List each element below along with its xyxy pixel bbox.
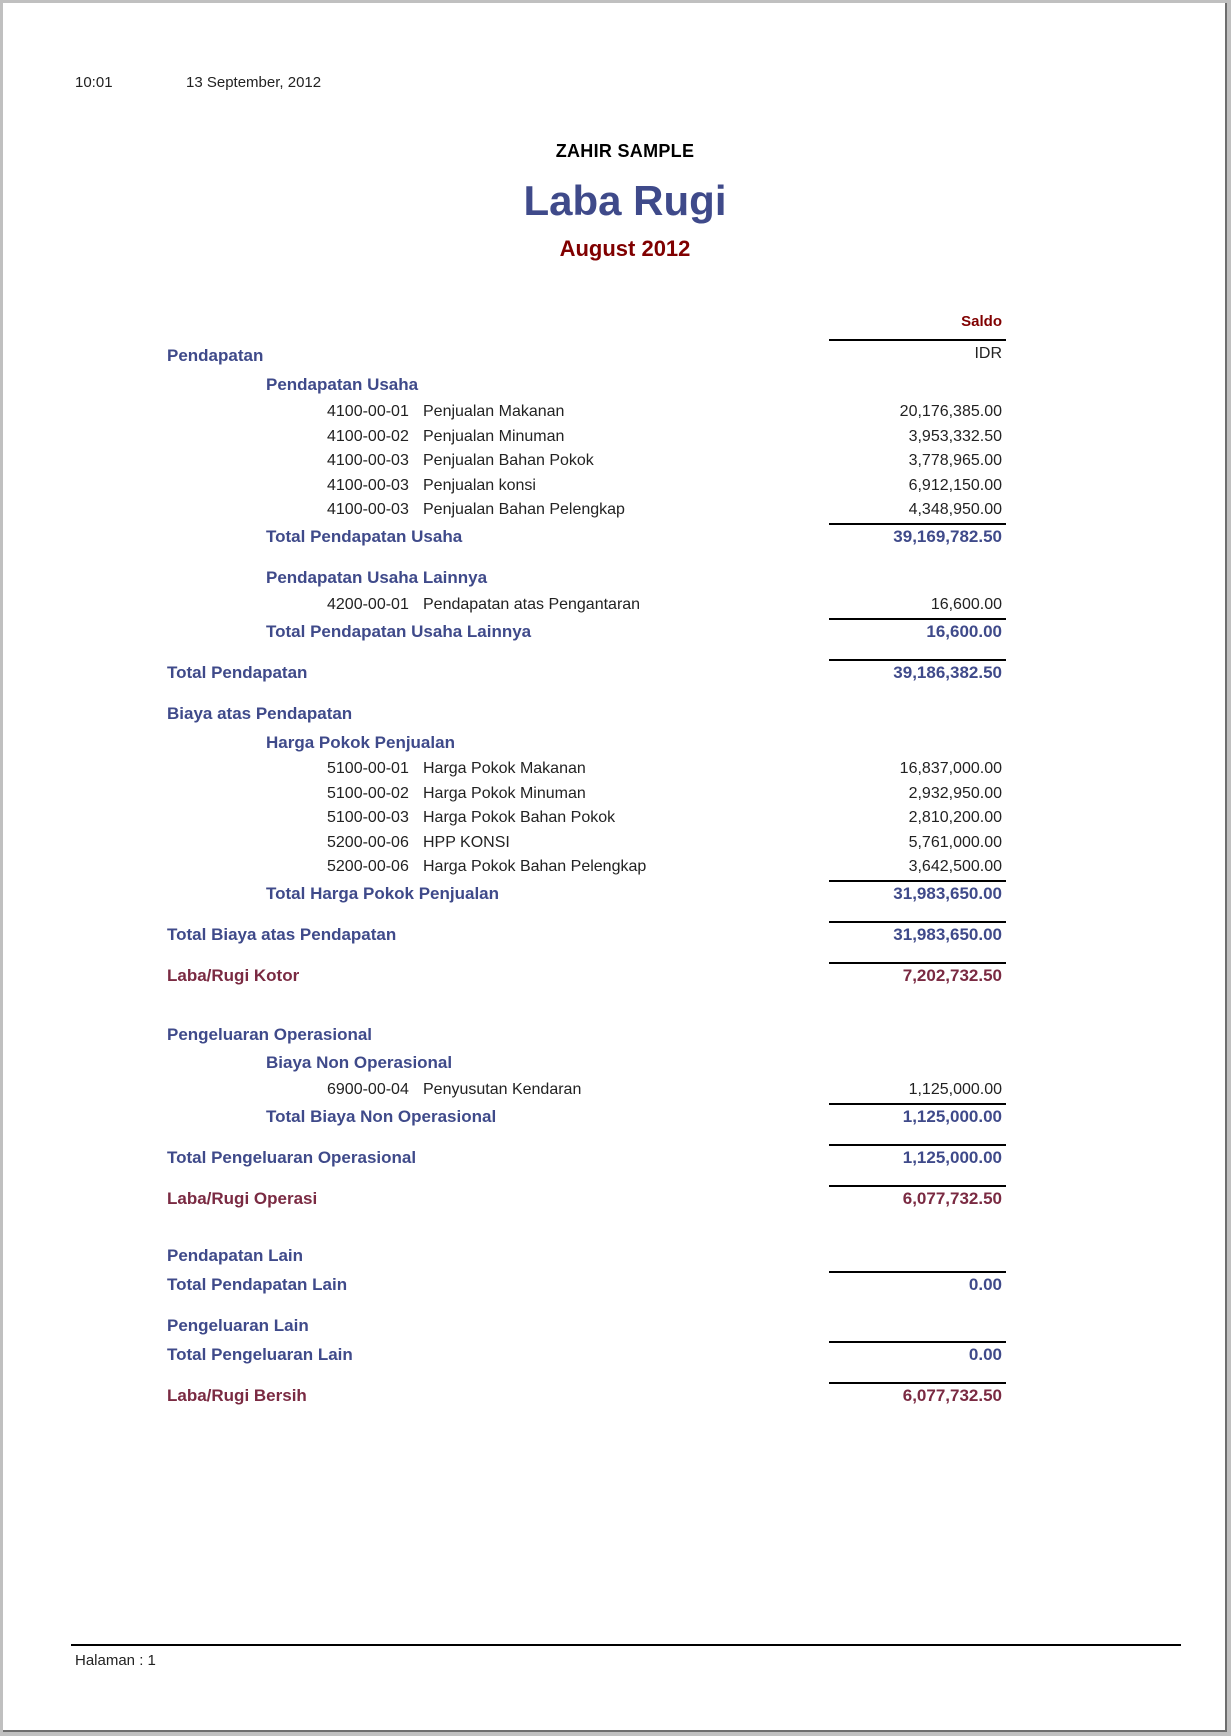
total-biaya-non-operasional-label: Total Biaya Non Operasional [266,1107,497,1126]
account-amount: 20,176,385.00 [899,403,1002,420]
account-code: 4100-00-03 [327,501,409,518]
company-name: ZAHIR SAMPLE [555,141,695,161]
account-amount: 2,932,950.00 [908,785,1002,802]
report-period: August 2012 [559,236,691,261]
account-code: 5100-00-03 [327,809,409,826]
laba-rugi-bersih-amount: 6,077,732.50 [902,1386,1002,1405]
account-amount: 3,778,965.00 [908,452,1002,469]
total-pengeluaran-operasional-amount: 1,125,000.00 [902,1148,1002,1167]
section-pendapatan-lain: Pendapatan Lain [167,1246,304,1265]
section-pengeluaran-operasional: Pengeluaran Operasional [167,1025,373,1044]
report-page [3,3,1227,1732]
laba-rugi-operasi-amount: 6,077,732.50 [902,1189,1002,1208]
total-pengeluaran-lain-amount: 0.00 [968,1345,1002,1364]
total-pendapatan-usaha-label: Total Pendapatan Usaha [266,527,463,546]
total-pendapatan-usaha-lainnya-label: Total Pendapatan Usaha Lainnya [266,622,532,641]
laba-rugi-operasi-label: Laba/Rugi Operasi [167,1189,318,1208]
subtotal-rule [829,523,1006,525]
account-amount: 3,642,500.00 [908,858,1002,875]
report-title: Laba Rugi [523,177,727,224]
account-code: 4100-00-03 [327,452,409,469]
account-code: 4100-00-01 [327,403,409,420]
account-name: HPP KONSI [423,834,510,851]
account-code: 5200-00-06 [327,834,409,851]
total-rule [829,1341,1006,1343]
subtotal-rule [829,880,1006,882]
account-amount: 1,125,000.00 [908,1081,1002,1098]
total-pendapatan-usaha-amount: 39,169,782.50 [893,527,1002,546]
account-amount: 4,348,950.00 [908,501,1002,518]
total-biaya-atas-pendapatan-label: Total Biaya atas Pendapatan [167,925,397,944]
account-code: 5100-00-02 [327,785,409,802]
account-name: Harga Pokok Minuman [423,785,586,802]
header-rule [829,339,1006,341]
account-name: Penyusutan Kendaran [423,1081,582,1098]
account-code: 5200-00-06 [327,858,409,875]
total-pengeluaran-lain-label: Total Pengeluaran Lain [167,1345,353,1364]
total-pendapatan-lain-label: Total Pendapatan Lain [167,1275,348,1294]
column-header-saldo: Saldo [961,313,1002,330]
account-amount: 3,953,332.50 [908,428,1002,445]
account-name: Penjualan Makanan [423,403,565,420]
account-name: Harga Pokok Makanan [423,760,586,777]
subtotal-rule [829,1103,1006,1105]
account-name: Harga Pokok Bahan Pokok [423,809,616,826]
total-pendapatan-label: Total Pendapatan [167,663,308,682]
total-pendapatan-amount: 39,186,382.50 [893,663,1002,682]
account-code: 4200-00-01 [327,596,409,613]
account-amount: 2,810,200.00 [908,809,1002,826]
account-name: Harga Pokok Bahan Pelengkap [423,858,647,875]
section-biaya-atas-pendapatan: Biaya atas Pendapatan [167,704,353,723]
total-rule [829,659,1006,661]
total-rule [829,962,1006,964]
account-code: 4100-00-03 [327,477,409,494]
account-amount: 6,912,150.00 [908,477,1002,494]
account-name: Penjualan Bahan Pokok [423,452,594,469]
account-name: Penjualan Bahan Pelengkap [423,501,625,518]
account-name: Pendapatan atas Pengantaran [423,596,641,613]
total-rule [829,1185,1006,1187]
account-amount: 16,600.00 [930,596,1002,613]
account-code: 4100-00-02 [327,428,409,445]
print-time: 10:01 [75,74,113,91]
account-code: 5100-00-01 [327,760,409,777]
section-pengeluaran-lain: Pengeluaran Lain [167,1316,309,1335]
total-pendapatan-usaha-lainnya-amount: 16,600.00 [926,622,1002,641]
subtotal-rule [829,618,1006,620]
total-harga-pokok-penjualan-amount: 31,983,650.00 [893,884,1002,903]
group-pendapatan-usaha: Pendapatan Usaha [266,375,419,394]
laba-rugi-bersih-label: Laba/Rugi Bersih [167,1386,307,1405]
total-pendapatan-lain-amount: 0.00 [968,1275,1002,1294]
currency-label: IDR [974,345,1002,362]
footer-rule [71,1644,1181,1646]
group-biaya-non-operasional: Biaya Non Operasional [266,1053,453,1072]
total-biaya-non-operasional-amount: 1,125,000.00 [902,1107,1002,1126]
group-pendapatan-usaha-lainnya: Pendapatan Usaha Lainnya [266,568,488,587]
print-date: 13 September, 2012 [186,74,322,91]
group-harga-pokok-penjualan: Harga Pokok Penjualan [266,733,455,752]
total-rule [829,1271,1006,1273]
section-pendapatan: Pendapatan [167,346,264,365]
account-code: 6900-00-04 [327,1081,409,1098]
account-amount: 16,837,000.00 [899,760,1002,777]
total-harga-pokok-penjualan-label: Total Harga Pokok Penjualan [266,884,500,903]
account-amount: 5,761,000.00 [908,834,1002,851]
total-rule [829,1382,1006,1384]
total-biaya-atas-pendapatan-amount: 31,983,650.00 [893,925,1002,944]
total-pengeluaran-operasional-label: Total Pengeluaran Operasional [167,1148,417,1167]
total-rule [829,921,1006,923]
account-name: Penjualan konsi [423,477,536,494]
laba-rugi-kotor-label: Laba/Rugi Kotor [167,966,300,985]
laba-rugi-kotor-amount: 7,202,732.50 [902,966,1002,985]
page-number: Halaman : 1 [75,1652,156,1669]
total-rule [829,1144,1006,1146]
account-name: Penjualan Minuman [423,428,565,445]
